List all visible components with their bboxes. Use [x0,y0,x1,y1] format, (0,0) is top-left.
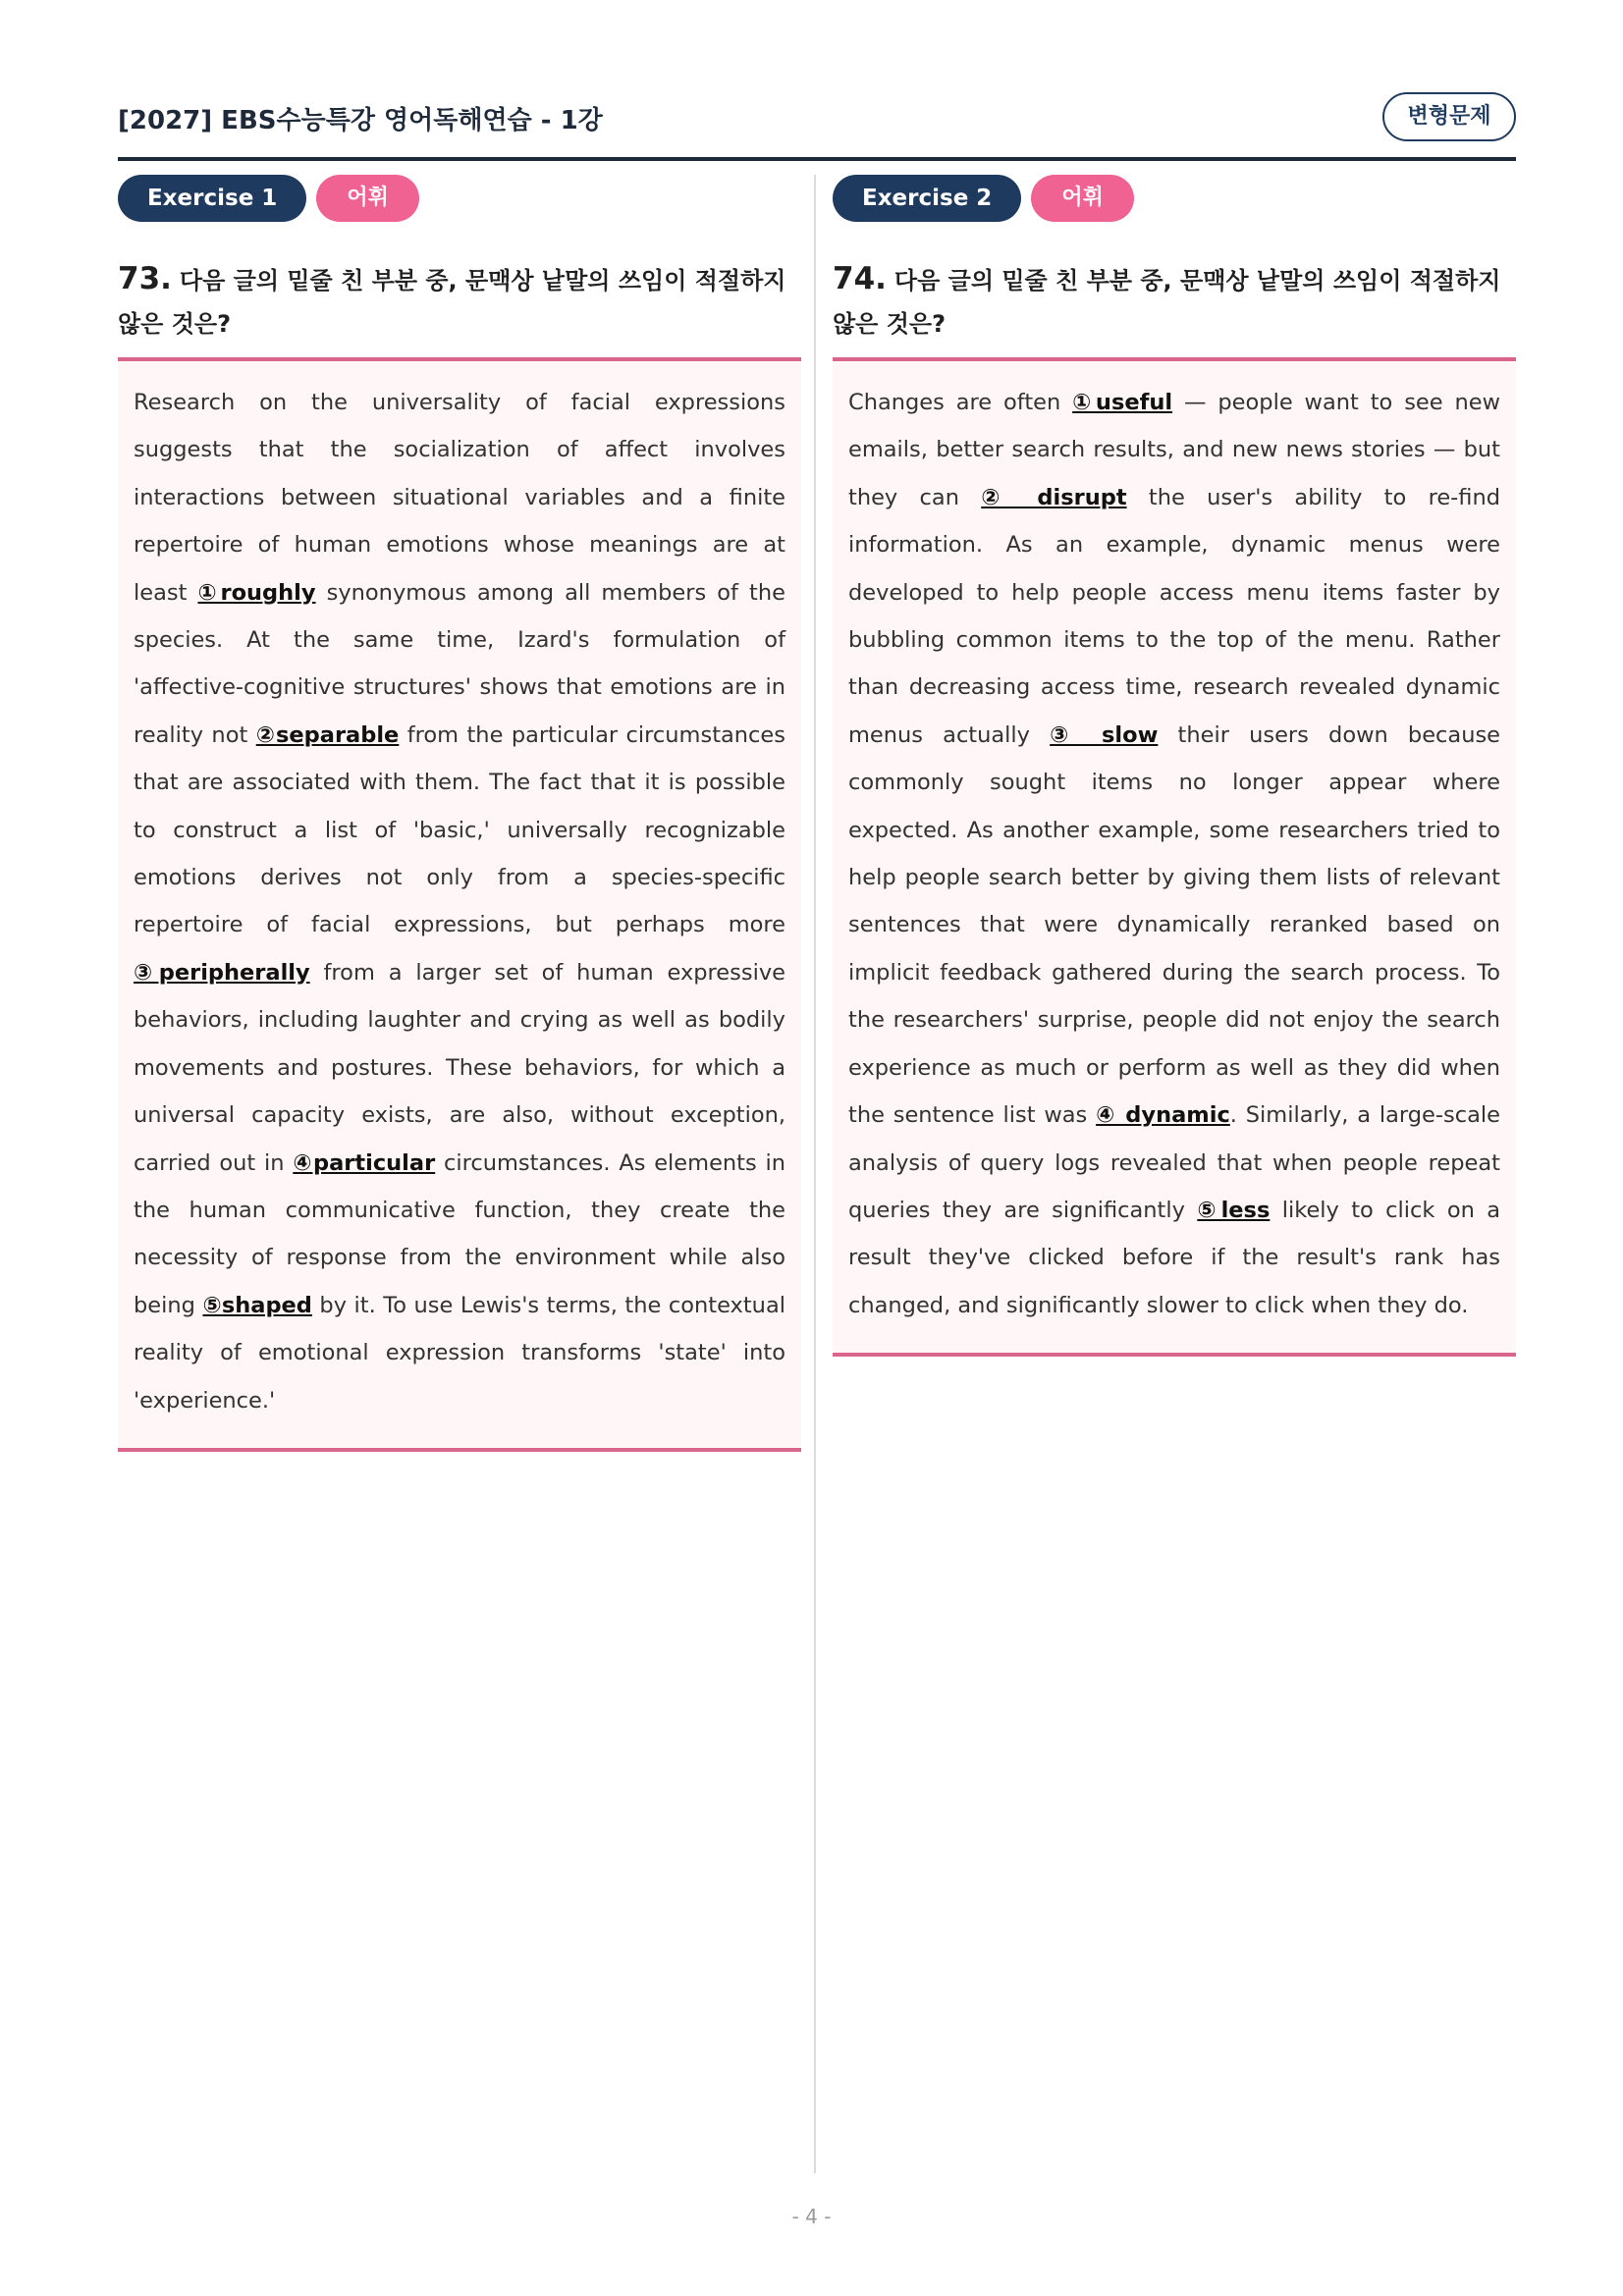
passage-text: Research on the universality of facial expressions suggests that the socialization of affect involves interactions between situational variables and a finite repertoire of human emotions whose meanings are at least [134,390,785,606]
exercise-2-badge: Exercise 2 [833,175,1021,222]
passage-text: by it. To use Lewis's terms, the contextual reality of emotional expression transforms 'state' into 'experience.' [134,1292,785,1414]
exercise-1-badges [118,175,801,222]
document-title: [2027] EBS수능특강 영어독해연습 - 1강 [118,106,603,135]
exercise-2-column [833,175,1516,1357]
underlined-choice-4: ④ dynamic [1096,1102,1230,1129]
column-divider [814,175,816,2173]
exercise-1-category-badge: 어휘 [316,175,419,222]
page-header [118,94,1516,161]
underlined-choice-1: ①useful [1072,390,1173,415]
question-74 [833,257,1516,361]
problem-type-badge: 변형문제 [1382,92,1516,141]
passage-text: from a larger set of human expressive behaviors, including laughter and crying as well as bodily movements and postures. These behaviors, for which a universal capacity exists, are also, without exception, carried out in [134,959,785,1176]
exercise-2-category-badge: 어휘 [1031,175,1134,222]
page-number: - 4 - [791,2205,832,2228]
passage-text: from the particular circumstances that are associated with them. The fact that it is possible to construct a list of 'basic,' universally recognizable emotions derives not only from a species-specific repertoire of facial expressions, but perhaps more [134,721,785,938]
passage-text: synonymous among all members of the species. At the same time, Izard's formulation of 'affective-cognitive structures' shows that emotions are in reality not [134,579,785,748]
underlined-choice-3: ③ slow [1050,721,1159,748]
question-text: 다음 글의 밑줄 친 부분 중, 문맥상 낱말의 쓰임이 적절하지 않은 것은? [833,267,1501,338]
passage-73 [118,361,801,1452]
passage-text: their users down because commonly sought items no longer appear where expected. As another example, some researchers tried to help people search better by giving them lists of relevant sentences that were dynamically reranked based on implicit feedback gathered during the search process. To the researchers' surprise, people did not enjoy the search experience as much or perform as well as they did when the sentence list was [848,721,1501,1129]
underlined-choice-4: ④particular [293,1149,436,1176]
underlined-choice-2: ②separable [255,721,400,748]
question-73 [118,257,801,361]
underlined-choice-3: ③peripherally [134,959,310,986]
question-number: 74. [833,261,887,296]
passage-74 [833,361,1516,1357]
passage-text: — people want to see new emails, better search results, and new news stories — but they can [848,390,1500,510]
passage-text: Changes are often [848,390,1073,415]
underlined-choice-5: ⑤less [1197,1197,1271,1223]
question-number: 73. [118,261,172,296]
passage-text: likely to click on a result they've clicked before if the result's rank has changed, and significantly slower to click when they do. [848,1197,1501,1318]
question-text: 다음 글의 밑줄 친 부분 중, 문맥상 낱말의 쓰임이 적절하지 않은 것은? [118,267,786,338]
exercise-1-column [118,175,801,1452]
passage-text: the user's ability to re-find information. As an example, dynamic menus were developed to help people access menu items faster by bubbling common items to the top of the menu. Rather than decreasing access time, research revealed dynamic menus actually [848,484,1500,748]
exercise-1-badge: Exercise 1 [118,175,306,222]
passage-text: . Similarly, a large-scale analysis of query logs revealed that when people repeat queries they are significantly [848,1102,1500,1223]
exercise-2-badges [833,175,1516,222]
passage-text: circumstances. As elements in the human communicative function, they create the necessity of response from the environment while also being [134,1149,785,1318]
underlined-choice-2: ② disrupt [981,484,1127,510]
underlined-choice-1: ①roughly [197,579,316,606]
underlined-choice-5: ⑤shaped [202,1292,312,1318]
